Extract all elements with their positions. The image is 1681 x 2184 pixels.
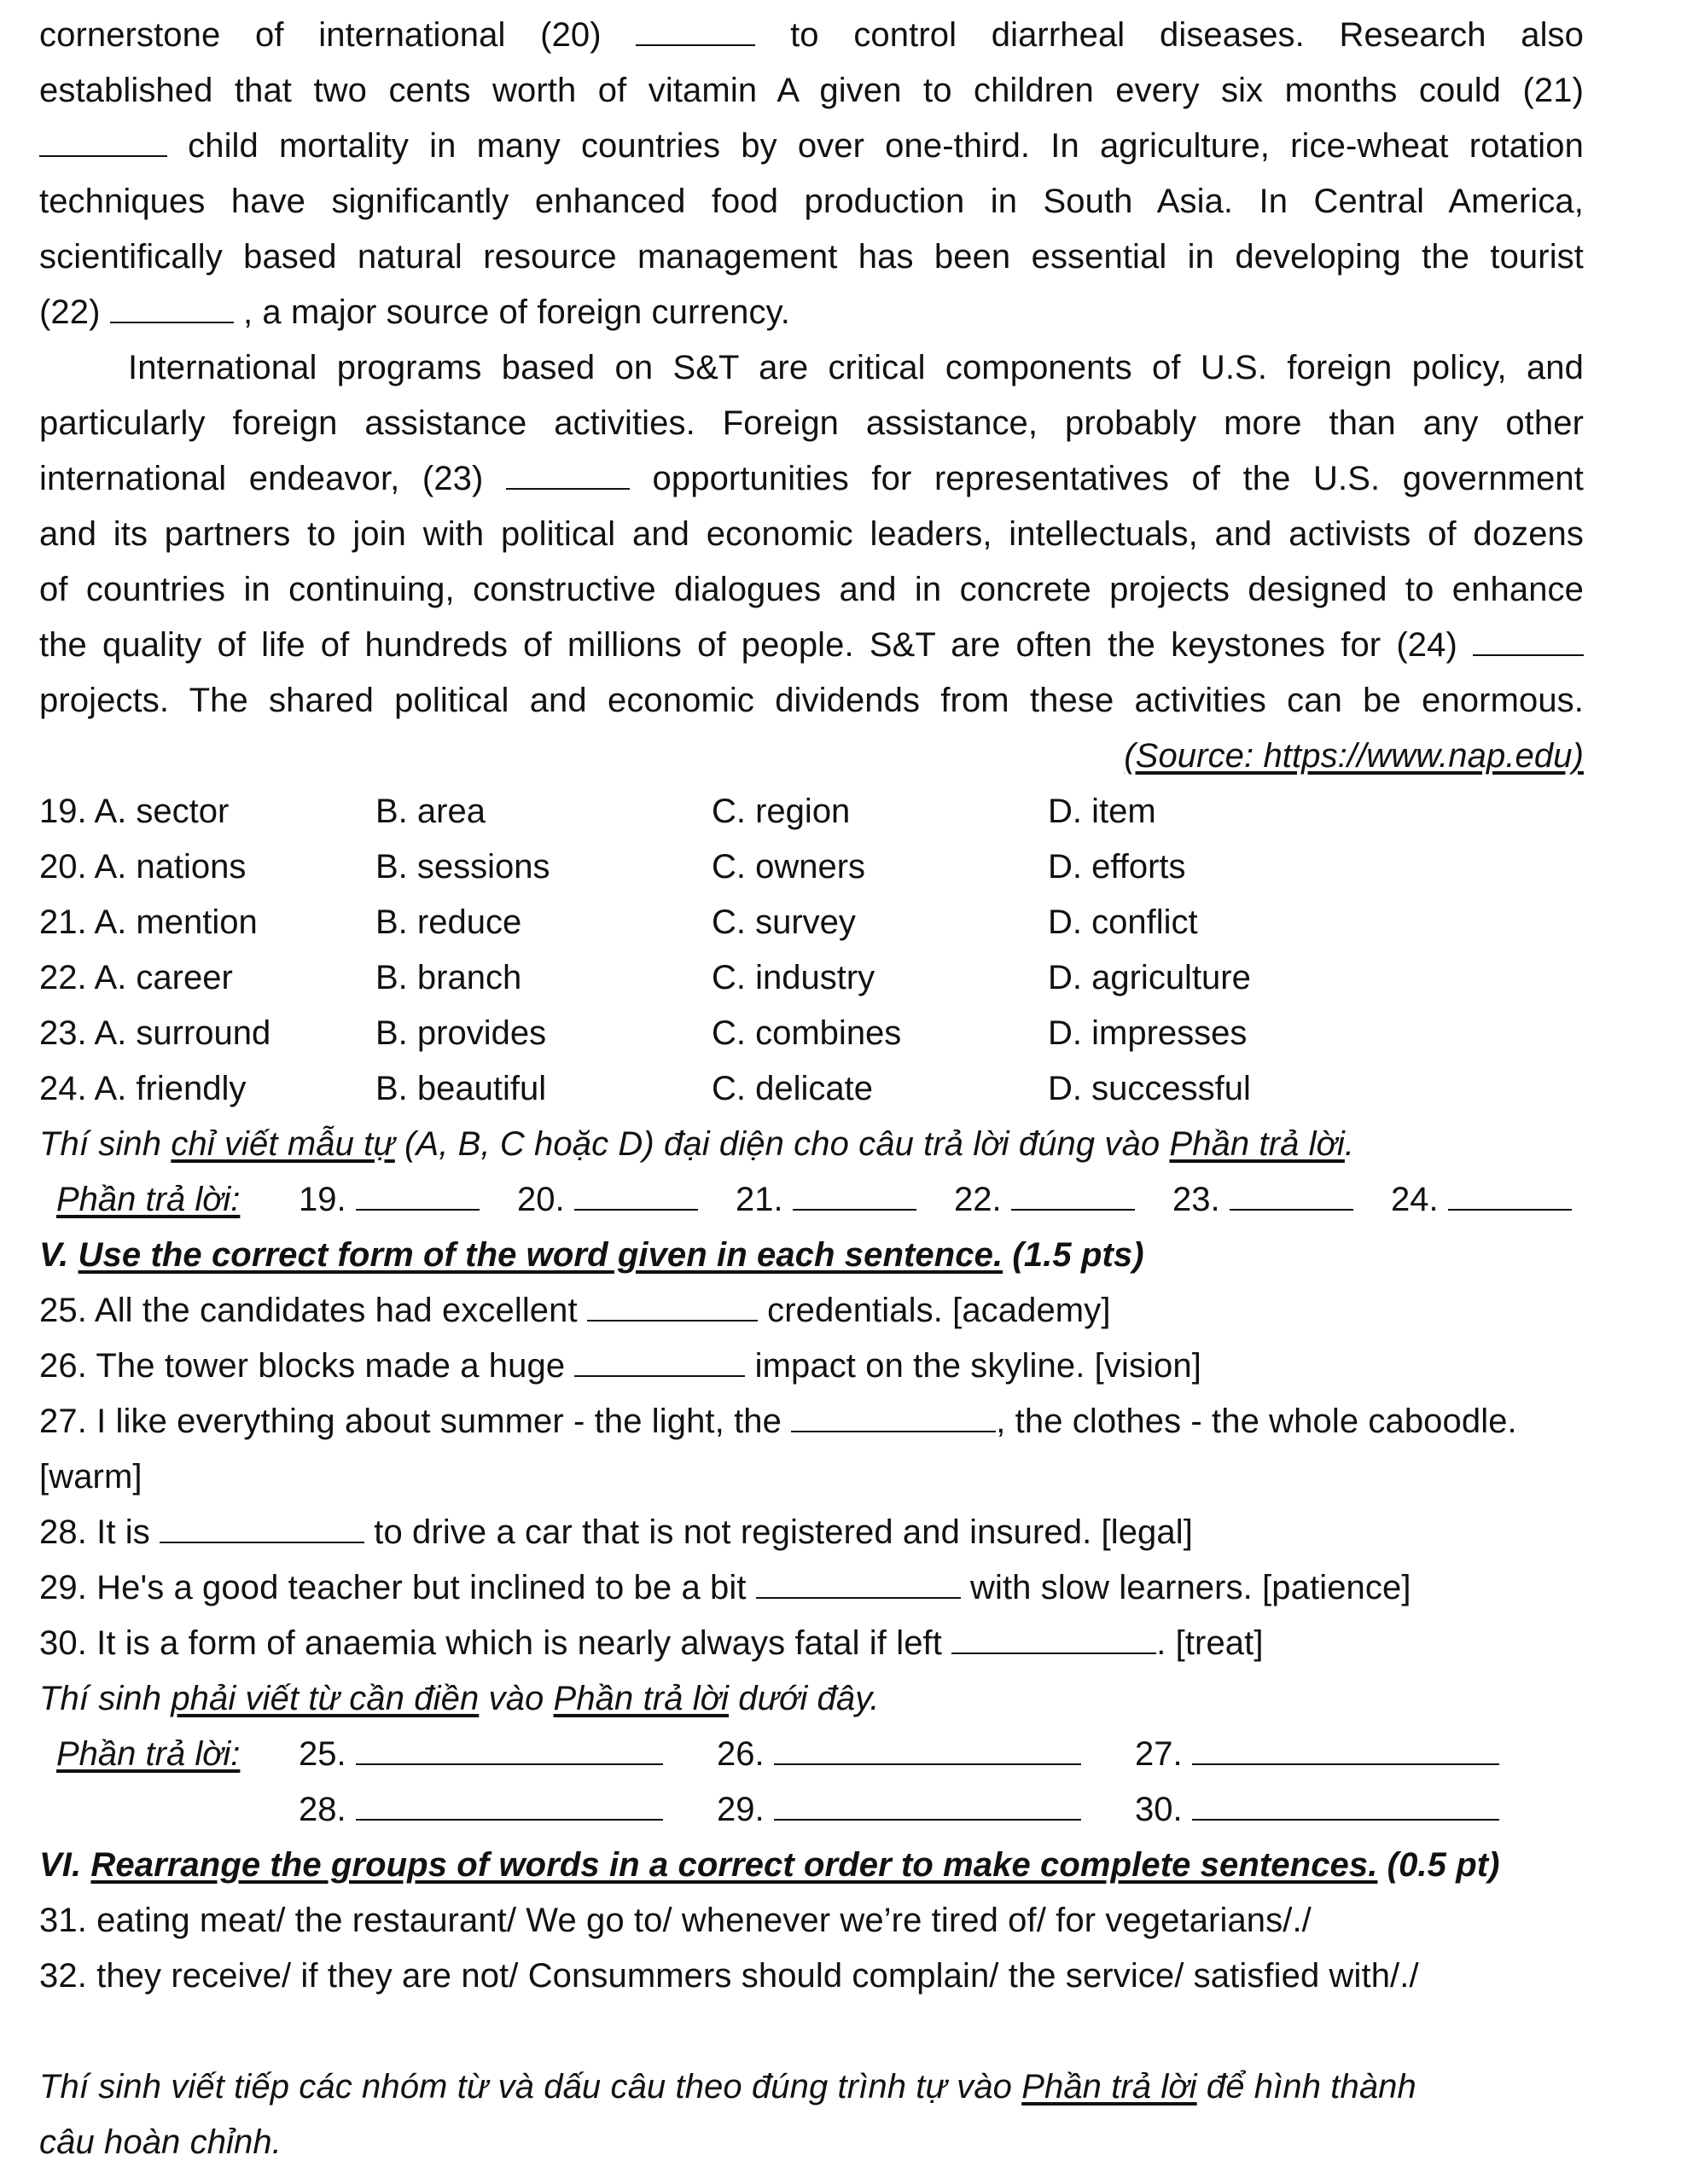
blank-30[interactable] <box>951 1627 1156 1654</box>
passage-line: (22) , a major source of foreign currency. <box>39 293 790 331</box>
section-5-instruction: Thí sinh phải viết từ cần điền vào Phần trả lời dưới đây. <box>39 1680 880 1717</box>
passage-line: the quality of life of hundreds of millions of people. S&T are often the keystones for (24) <box>39 628 1584 662</box>
answer-slot-24[interactable]: 24. <box>1391 1182 1572 1217</box>
answer-slot-27[interactable]: 27. <box>1135 1737 1499 1771</box>
answer-slot-29[interactable]: 29. <box>717 1792 1081 1827</box>
option-22-b: B. branch <box>375 959 522 996</box>
section-5-heading: V. Use the correct form of the word given in each sentence. (1.5 pts) <box>39 1236 1144 1274</box>
option-23-a: 23. A. surround <box>39 1014 271 1052</box>
passage-line: cornerstone of international (20) to control diarrheal diseases. Research also <box>39 16 1584 54</box>
answer-slot-26[interactable]: 26. <box>717 1737 1081 1771</box>
option-24-a: 24. A. friendly <box>39 1070 247 1107</box>
passage-line: international endeavor, (23) opportunities for representatives of the U.S. government <box>39 460 1584 497</box>
question-26: 26. The tower blocks made a huge impact on the skyline. [vision] <box>39 1347 1201 1385</box>
passage-line: International programs based on S&T are critical components of U.S. foreign policy, and <box>128 349 1584 386</box>
answer-slot-30[interactable]: 30. <box>1135 1792 1499 1827</box>
question-31: 31. eating meat/ the restaurant/ We go to/ whenever we’re tired of/ for vegetarians/./ <box>39 1902 1312 1939</box>
option-20-b: B. sessions <box>375 848 550 886</box>
passage-line: child mortality in many countries by over one-third. In agriculture, rice-wheat rotation <box>39 129 1584 163</box>
blank-22[interactable] <box>110 296 234 323</box>
option-19-d: D. item <box>1048 793 1156 830</box>
option-21-d: D. conflict <box>1048 903 1198 941</box>
option-21-c: C. survey <box>712 903 856 941</box>
option-23-c: C. combines <box>712 1014 902 1052</box>
passage-line: projects. The shared political and economic dividends from these activities can be enormous. <box>39 682 1584 719</box>
blank-24[interactable] <box>1473 629 1584 656</box>
passage-line: of countries in continuing, constructive dialogues and in concrete projects designed to enhance <box>39 571 1584 608</box>
option-24-c: C. delicate <box>712 1070 873 1107</box>
answer-slot-20[interactable]: 20. <box>517 1182 698 1217</box>
answer-slot-23[interactable]: 23. <box>1172 1182 1353 1217</box>
blank-20[interactable] <box>636 19 755 46</box>
mcq-instruction: Thí sinh chỉ viết mẫu tự (A, B, C hoặc D) đại diện cho câu trả lời đúng vào Phần trả lời. <box>39 1125 1355 1163</box>
question-32: 32. they receive/ if they are not/ Consummers should complain/ the service/ satisfied with/./ <box>39 1957 1419 1995</box>
passage-line: and its partners to join with political and economic leaders, intellectuals, and activists of dozens <box>39 515 1584 553</box>
option-22-d: D. agriculture <box>1048 959 1251 996</box>
blank-26[interactable] <box>574 1350 745 1377</box>
question-27-hint: [warm] <box>39 1458 143 1496</box>
option-21-b: B. reduce <box>375 903 522 941</box>
section-6-instruction-cont: câu hoàn chỉnh. <box>39 2123 282 2161</box>
option-22-c: C. industry <box>712 959 875 996</box>
option-22-a: 22. A. career <box>39 959 233 996</box>
option-24-d: D. successful <box>1048 1070 1251 1107</box>
answer-slot-19[interactable]: 19. <box>299 1182 480 1217</box>
question-27: 27. I like everything about summer - the light, the , the clothes - the whole caboodle. <box>39 1403 1517 1440</box>
option-19-b: B. area <box>375 793 486 830</box>
passage-line: particularly foreign assistance activities. Foreign assistance, probably more than any other <box>39 404 1584 442</box>
option-21-a: 21. A. mention <box>39 903 258 941</box>
option-19-a: 19. A. sector <box>39 793 230 830</box>
answer-slot-21[interactable]: 21. <box>736 1182 916 1217</box>
blank-21[interactable] <box>39 130 167 157</box>
blank-29[interactable] <box>756 1571 961 1599</box>
answer-slot-28[interactable]: 28. <box>299 1792 663 1827</box>
option-23-b: B. provides <box>375 1014 547 1052</box>
question-30: 30. It is a form of anaemia which is nearly always fatal if left . [treat] <box>39 1624 1264 1662</box>
passage-line: techniques have significantly enhanced food production in South Asia. In Central America, <box>39 183 1584 220</box>
option-24-b: B. beautiful <box>375 1070 547 1107</box>
option-20-a: 20. A. nations <box>39 848 247 886</box>
option-20-d: D. efforts <box>1048 848 1186 886</box>
blank-23[interactable] <box>506 462 630 490</box>
option-20-c: C. owners <box>712 848 866 886</box>
blank-28[interactable] <box>160 1516 364 1543</box>
answer-slot-25[interactable]: 25. <box>299 1737 663 1771</box>
section-6-instruction: Thí sinh viết tiếp các nhóm từ và dấu câu theo đúng trình tự vào Phần trả lời để hình thành <box>39 2068 1416 2106</box>
question-29: 29. He's a good teacher but inclined to be a bit with slow learners. [patience] <box>39 1569 1411 1606</box>
section-6-heading: VI. Rearrange the groups of words in a correct order to make complete sentences. (0.5 pt) <box>39 1846 1500 1884</box>
option-19-c: C. region <box>712 793 851 830</box>
option-23-d: D. impresses <box>1048 1014 1248 1052</box>
answer-label: Phần trả lời: <box>56 1181 241 1218</box>
blank-27[interactable] <box>791 1405 996 1432</box>
question-28: 28. It is to drive a car that is not registered and insured. [legal] <box>39 1513 1193 1551</box>
answer-label: Phần trả lời: <box>56 1735 241 1773</box>
passage-line: scientifically based natural resource management has been essential in developing the tourist <box>39 238 1584 276</box>
answer-slot-22[interactable]: 22. <box>954 1182 1135 1217</box>
question-25: 25. All the candidates had excellent credentials. [academy] <box>39 1292 1111 1329</box>
blank-25[interactable] <box>587 1294 758 1321</box>
passage-line: established that two cents worth of vitamin A given to children every six months could (21) <box>39 72 1584 109</box>
source-citation: (Source: https://www.nap.edu) <box>1124 737 1584 775</box>
